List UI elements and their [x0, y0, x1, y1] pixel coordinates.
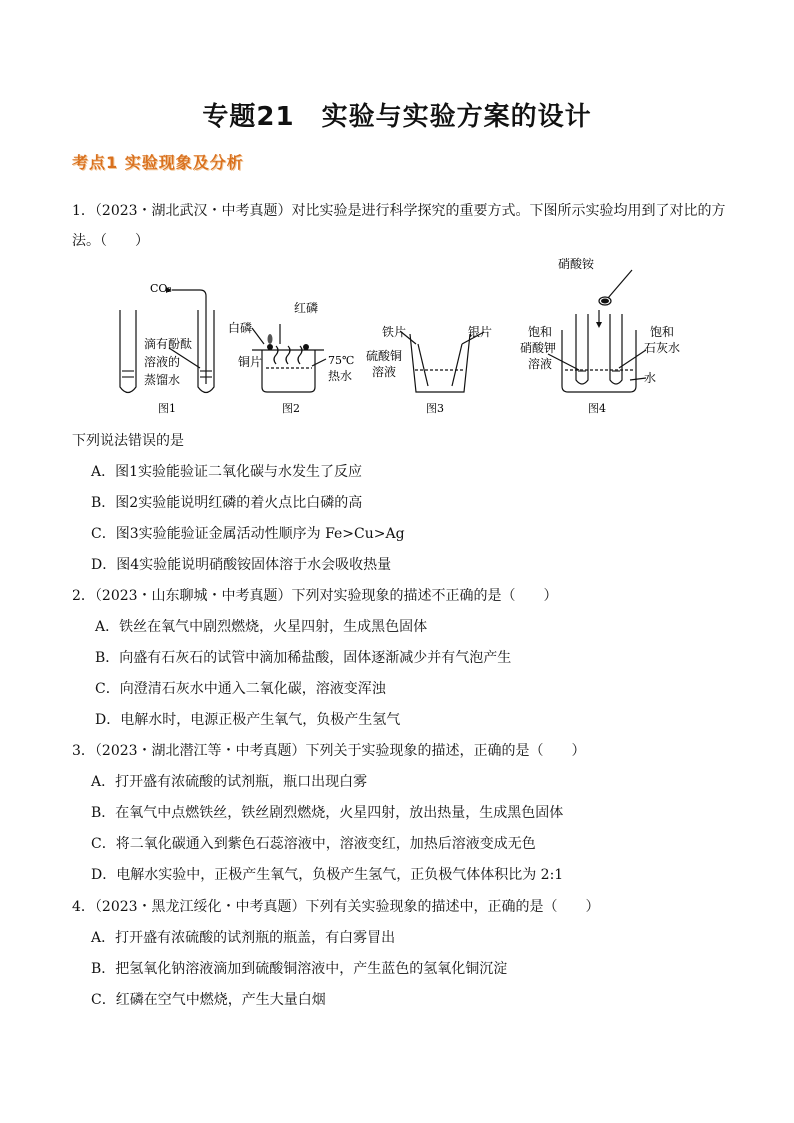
fig4-left-label-2: 硝酸钾	[520, 341, 557, 355]
q4-option-c[interactable]: C．红磷在空气中燃烧，产生大量白烟	[91, 992, 326, 1008]
q1-stem-line-2: 法。（ ）	[72, 233, 149, 249]
q2-option-a[interactable]: A．铁丝在氧气中剧烈燃烧，火星四射，生成黑色固体	[95, 619, 428, 635]
fig2-white-p-label: 白磷	[228, 321, 253, 335]
fig3-iron-label: 铁片	[382, 325, 407, 339]
fig4-spoon	[608, 270, 632, 298]
q4-stem: 4．（2023・黑龙江绥化・中考真题）下列有关实验现象的描述中，正确的是（ ）	[72, 899, 600, 915]
fig4-right-label-2: 石灰水	[644, 341, 681, 355]
fig1-test-tube-left	[120, 310, 136, 393]
q1-option-a[interactable]: A．图1实验能验证二氧化碳与水发生了反应	[91, 464, 363, 480]
q2-option-b[interactable]: B．向盛有石灰石的试管中滴加稀盐酸，固体逐渐减少并有气泡产生	[95, 650, 512, 666]
fig4-right-label-1: 饱和	[650, 325, 675, 339]
fig2-copper-label: 铜片	[238, 355, 263, 369]
fig4-beaker	[562, 330, 636, 392]
fig1-label-3: 蒸馏水	[144, 373, 181, 387]
q1-stem-line-1: 1．（2023・湖北武汉・中考真题）对比实验是进行科学探究的重要方式。下图所示实验均用到了对比的方	[72, 203, 726, 219]
q1-prompt: 下列说法错误的是	[72, 433, 184, 449]
q1-figure	[110, 252, 710, 422]
fig3-caption: 图3	[426, 402, 444, 415]
fig1-label-1: 滴有酚酞	[144, 337, 193, 351]
fig4-left-label-1: 饱和	[528, 325, 553, 339]
q4-option-b[interactable]: B．把氢氧化钠溶液滴加到硫酸铜溶液中，产生蓝色的氢氧化铜沉淀	[91, 961, 508, 977]
fig2-vapor	[274, 346, 302, 364]
q3-option-c[interactable]: C．将二氧化碳通入到紫色石蕊溶液中，溶液变红，加热后溶液变成无色	[91, 836, 536, 852]
q3-option-d[interactable]: D．电解水实验中，正极产生氧气，负极产生氢气，正负极气体体积比为 2:1	[91, 867, 564, 883]
page-title: 专题21 实验与实验方案的设计	[202, 102, 592, 132]
q2-option-c[interactable]: C．向澄清石灰水中通入二氧化碳，溶液变浑浊	[95, 681, 386, 697]
q3-option-a[interactable]: A．打开盛有浓硫酸的试剂瓶，瓶口出现白雾	[91, 774, 368, 790]
fig2-white-phosphorus	[267, 344, 273, 350]
q1-option-d[interactable]: D．图4实验能说明硝酸铵固体溶于水会吸收热量	[91, 557, 392, 573]
fig2-flame	[268, 334, 273, 344]
fig3-silver-label: 银片	[468, 325, 493, 339]
q4-option-a[interactable]: A．打开盛有浓硫酸的试剂瓶的瓶盖，有白雾冒出	[91, 930, 396, 946]
fig1-co2-label: CO₂	[150, 282, 172, 295]
fig2-red-p-label: 红磷	[294, 301, 319, 315]
fig2-red-phosphorus	[303, 344, 309, 350]
fig2-caption: 图2	[282, 402, 300, 415]
fig4-left-label-3: 溶液	[528, 357, 553, 371]
fig3-sol-label-1: 硫酸铜	[366, 349, 403, 363]
fig2-water-label: 热水	[328, 369, 353, 383]
fig4-arrow-head	[596, 322, 602, 328]
fig3-silver-strip	[452, 344, 462, 386]
fig1-label-2: 溶液的	[144, 355, 181, 369]
fig4-tube-left	[576, 314, 588, 384]
section-label: 考点1 实验现象及分析	[72, 153, 244, 172]
fig2-temp-label: 75℃	[328, 354, 355, 367]
q2-stem: 2．（2023・山东聊城・中考真题）下列对实验现象的描述不正确的是（ ）	[72, 588, 558, 604]
q2-option-d[interactable]: D．电解水时，电源正极产生氧气，负极产生氢气	[95, 712, 401, 728]
fig1-caption: 图1	[158, 402, 176, 415]
q1-option-c[interactable]: C．图3实验能验证金属活动性顺序为 Fe>Cu>Ag	[91, 526, 405, 542]
fig3-beaker	[410, 334, 470, 392]
fig2-beaker	[262, 350, 315, 392]
fig3-sol-label-2: 溶液	[372, 365, 397, 379]
q3-stem: 3．（2023・湖北潜江等・中考真题）下列关于实验现象的描述，正确的是（ ）	[72, 743, 586, 759]
fig3-iron-strip	[418, 344, 428, 386]
q3-option-b[interactable]: B．在氧气中点燃铁丝，铁丝剧烈燃烧，火星四射，放出热量，生成黑色固体	[91, 805, 564, 821]
fig4-tube-right	[610, 314, 622, 384]
q1-option-b[interactable]: B．图2实验能说明红磷的着火点比白磷的高	[91, 495, 363, 511]
fig4-nh4no3-label: 硝酸铵	[558, 257, 595, 271]
fig4-water-label: 水	[644, 371, 657, 385]
fig4-caption: 图4	[588, 402, 606, 415]
